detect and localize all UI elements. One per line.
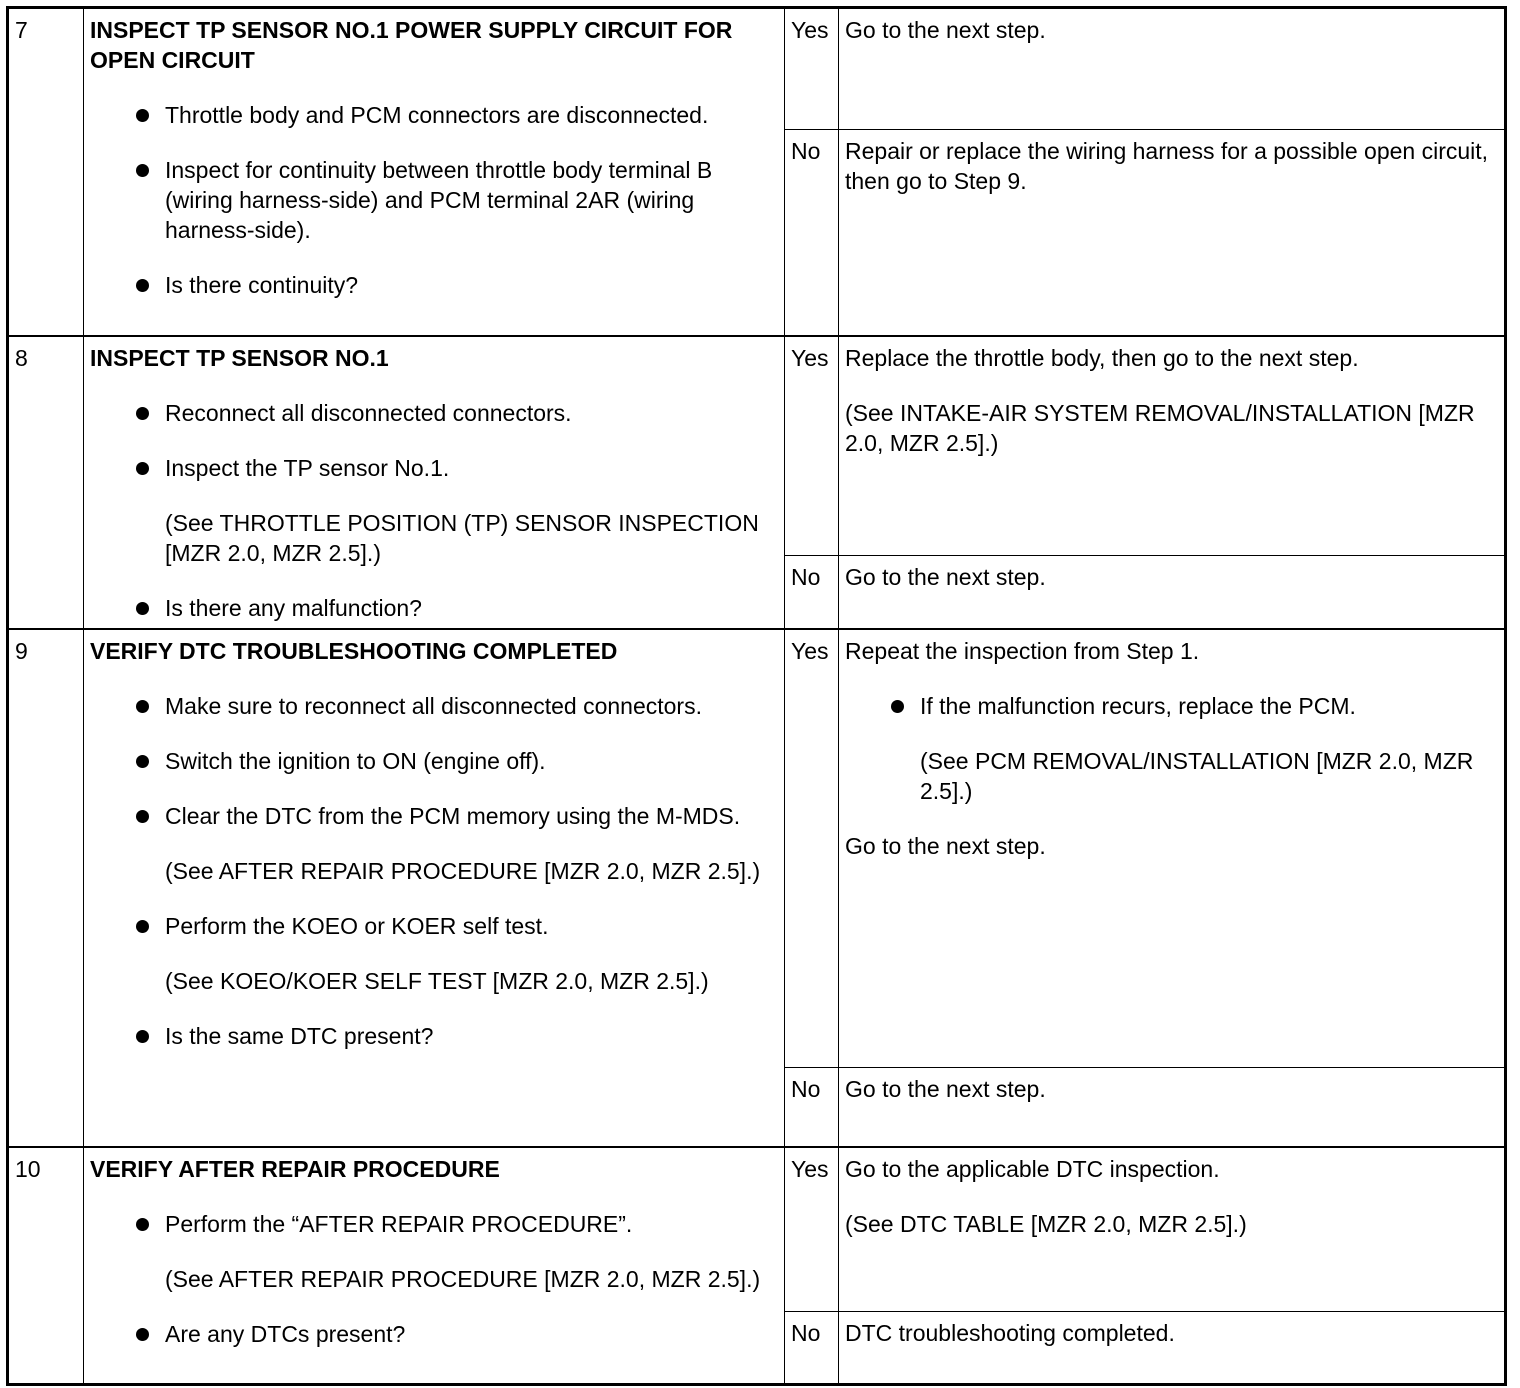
bullet-item: Reconnect all disconnected connectors. bbox=[90, 398, 778, 428]
step-title: VERIFY DTC TROUBLESHOOTING COMPLETED bbox=[90, 638, 618, 664]
bullet-item: Throttle body and PCM connectors are disconnected. bbox=[90, 100, 778, 130]
bullet-item: Is the same DTC present? bbox=[90, 1021, 778, 1051]
step-title: INSPECT TP SENSOR NO.1 bbox=[90, 345, 389, 371]
step-row bbox=[8, 629, 1506, 1068]
bullet-item: Inspect for continuity between throttle body terminal B (wiring harness-side) and PCM terminal 2AR (wiring harness-side). bbox=[90, 155, 778, 245]
no-result-cell bbox=[839, 556, 1506, 630]
reference-note: (See INTAKE-AIR SYSTEM REMOVAL/INSTALLATION [MZR 2.0, MZR 2.5].) bbox=[845, 400, 1475, 456]
step-number: 8 bbox=[8, 336, 84, 629]
yes-label: Yes bbox=[785, 8, 839, 130]
step-title: VERIFY AFTER REPAIR PROCEDURE bbox=[90, 1156, 500, 1182]
bullet-item: Make sure to reconnect all disconnected connectors. bbox=[90, 691, 778, 721]
reference-note: (See PCM REMOVAL/INSTALLATION [MZR 2.0, MZR 2.5].) bbox=[920, 748, 1474, 804]
bullet-item: Switch the ignition to ON (engine off). bbox=[90, 746, 778, 776]
step-row bbox=[8, 8, 1506, 130]
step-row bbox=[8, 336, 1506, 556]
step-action-cell bbox=[84, 1147, 785, 1385]
step-title: INSPECT TP SENSOR NO.1 POWER SUPPLY CIRCUIT FOR OPEN CIRCUIT bbox=[90, 17, 733, 73]
step-number: 7 bbox=[8, 8, 84, 337]
bullet-item: Are any DTCs present? bbox=[90, 1319, 778, 1349]
reference-note: (See AFTER REPAIR PROCEDURE [MZR 2.0, MZR 2.5].) bbox=[165, 1266, 761, 1292]
yes-label: Yes bbox=[785, 336, 839, 556]
reference-note: (See AFTER REPAIR PROCEDURE [MZR 2.0, MZR 2.5].) bbox=[165, 858, 761, 884]
yes-label: Yes bbox=[785, 1147, 839, 1312]
yes-label: Yes bbox=[785, 629, 839, 1068]
bullet-item: Is there any malfunction? bbox=[90, 593, 778, 623]
result-text: DTC troubleshooting completed. bbox=[845, 1320, 1175, 1346]
bullet-item: Is there continuity? bbox=[90, 270, 778, 300]
result-text: Go to the next step. bbox=[845, 1076, 1046, 1102]
step-number: 10 bbox=[8, 1147, 84, 1385]
reference-note: (See THROTTLE POSITION (TP) SENSOR INSPECTION [MZR 2.0, MZR 2.5].) bbox=[165, 510, 759, 566]
bullet-item: Clear the DTC from the PCM memory using the M-MDS. bbox=[90, 801, 778, 831]
step-row bbox=[8, 1147, 1506, 1312]
step-number: 9 bbox=[8, 629, 84, 1147]
yes-result-cell bbox=[839, 8, 1506, 130]
no-label: No bbox=[785, 1068, 839, 1148]
result-text: Go to the next step. bbox=[845, 564, 1046, 590]
yes-result-cell bbox=[839, 1147, 1506, 1312]
no-result-cell bbox=[839, 1312, 1506, 1385]
reference-note: (See KOEO/KOER SELF TEST [MZR 2.0, MZR 2.5].) bbox=[165, 968, 709, 994]
no-result-cell bbox=[839, 130, 1506, 337]
no-label: No bbox=[785, 130, 839, 337]
no-label: No bbox=[785, 1312, 839, 1385]
no-label: No bbox=[785, 556, 839, 630]
result-text: Replace the throttle body, then go to the next step. bbox=[845, 345, 1359, 371]
yes-result-cell bbox=[839, 336, 1506, 556]
result-text: Repair or replace the wiring harness for a possible open circuit, then go to Step 9. bbox=[845, 138, 1489, 194]
result-text: Go to the next step. bbox=[845, 833, 1046, 859]
bullet-item: Inspect the TP sensor No.1. bbox=[90, 453, 778, 483]
result-text: Go to the applicable DTC inspection. bbox=[845, 1156, 1220, 1182]
result-text: Go to the next step. bbox=[845, 17, 1046, 43]
result-text: Repeat the inspection from Step 1. bbox=[845, 638, 1200, 664]
step-action-cell bbox=[84, 629, 785, 1147]
bullet-item: Perform the “AFTER REPAIR PROCEDURE”. bbox=[90, 1209, 778, 1239]
bullet-item: Perform the KOEO or KOER self test. bbox=[90, 911, 778, 941]
no-result-cell bbox=[839, 1068, 1506, 1148]
yes-result-cell bbox=[839, 629, 1506, 1068]
troubleshooting-table bbox=[6, 6, 1507, 1386]
step-action-cell bbox=[84, 336, 785, 629]
reference-note: (See DTC TABLE [MZR 2.0, MZR 2.5].) bbox=[845, 1211, 1247, 1237]
step-action-cell bbox=[84, 8, 785, 337]
bullet-item: If the malfunction recurs, replace the PCM. bbox=[845, 691, 1498, 721]
